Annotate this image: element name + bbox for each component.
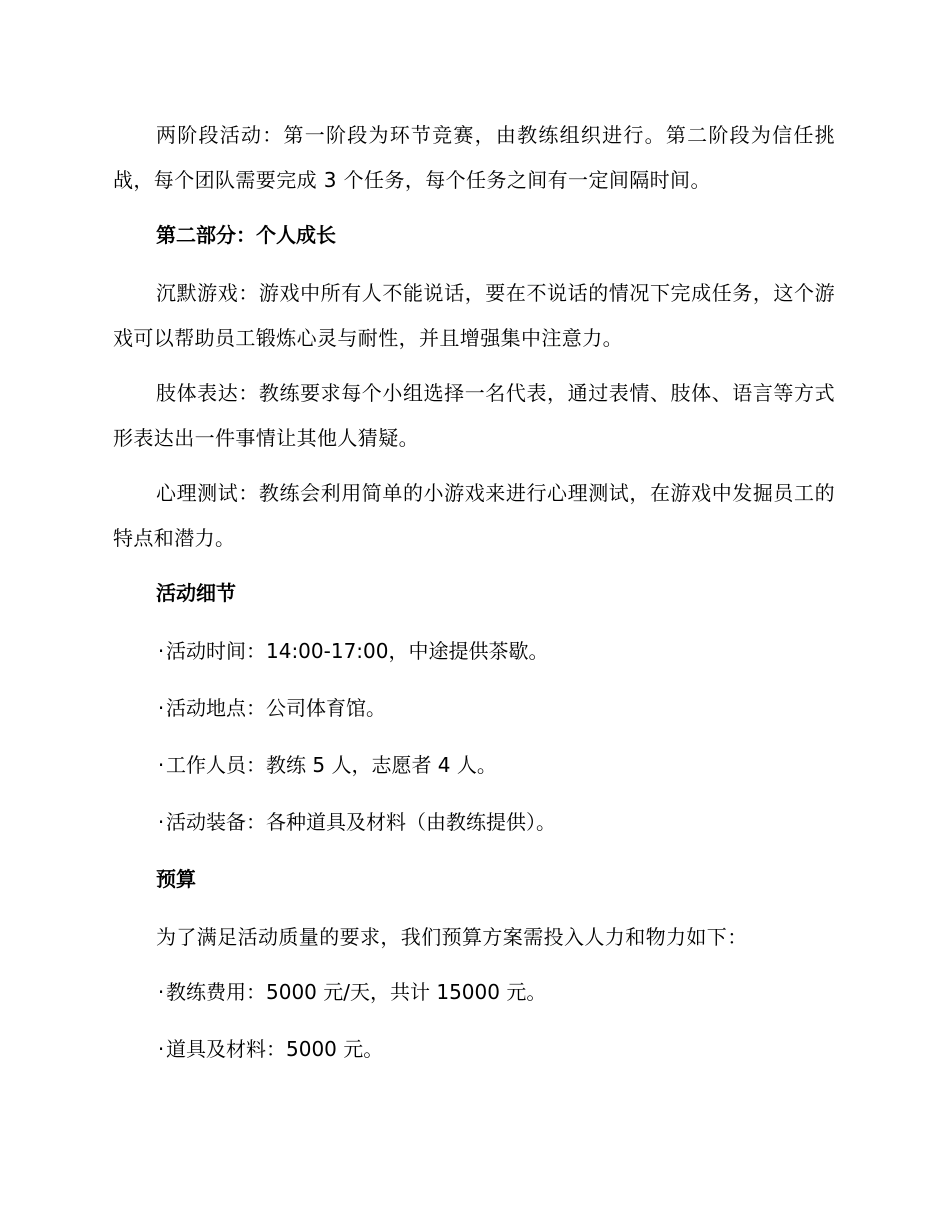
list-item-props-materials xyxy=(113,1027,835,1072)
bullet-icon: · xyxy=(157,696,165,720)
bullet-icon: · xyxy=(157,980,165,1004)
list-item-text: 教练费用：5000 元/天，共计 15000 元。 xyxy=(166,980,547,1004)
list-item-equipment xyxy=(113,800,835,845)
list-item-text: 道具及材料：5000 元。 xyxy=(166,1037,384,1061)
bullet-icon: · xyxy=(157,639,165,663)
paragraph-two-stage-activity: 两阶段活动：第一阶段为环节竞赛，由教练组织进行。第二阶段为信任挑战，每个团队需要完成 3 个任务，每个任务之间有一定间隔时间。 xyxy=(113,123,835,192)
paragraph-budget-intro: 为了满足活动质量的要求，我们预算方案需投入人力和物力如下： xyxy=(156,925,748,949)
list-item-text: 工作人员：教练 5 人，志愿者 4 人。 xyxy=(166,753,497,777)
list-item-text: 活动装备：各种道具及材料（由教练提供）。 xyxy=(166,810,556,834)
bullet-icon: · xyxy=(157,753,165,777)
paragraph-body-expression: 肢体表达：教练要求每个小组选择一名代表，通过表情、肢体、语言等方式形表达出一件事情让其他人猜疑。 xyxy=(113,381,835,450)
list-item-coach-fee xyxy=(113,970,835,1015)
list-item-activity-location xyxy=(113,686,835,731)
section-heading-activity-details: 活动细节 xyxy=(156,581,236,605)
paragraph-silent-game: 沉默游戏：游戏中所有人不能说话，要在不说话的情况下完成任务，这个游戏可以帮助员工锻炼心灵与耐性，并且增强集中注意力。 xyxy=(113,281,835,350)
section-heading-budget: 预算 xyxy=(156,867,196,891)
bullet-icon: · xyxy=(157,1037,165,1061)
list-item-staff xyxy=(113,743,835,788)
list-item-text: 活动时间：14:00-17:00，中途提供茶歇。 xyxy=(166,639,549,663)
list-item-text: 活动地点：公司体育馆。 xyxy=(166,696,386,720)
list-item-activity-time xyxy=(113,629,835,674)
section-heading-personal-growth: 第二部分：个人成长 xyxy=(156,223,336,247)
paragraph-psych-test: 心理测试：教练会利用简单的小游戏来进行心理测试，在游戏中发掘员工的特点和潜力。 xyxy=(113,481,835,550)
bullet-icon: · xyxy=(157,810,165,834)
